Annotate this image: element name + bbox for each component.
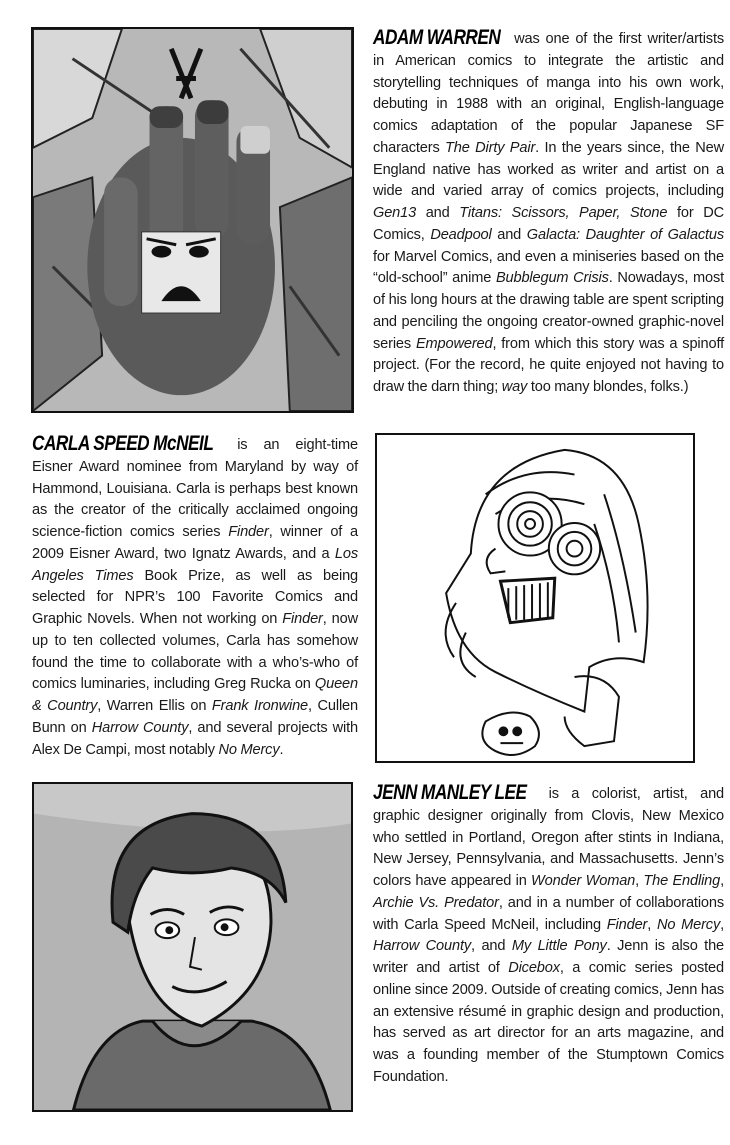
bio-title-italic: Finder [228,524,269,540]
bio-title-italic: Galacta: Daughter of Galactus [526,226,724,243]
bio-title-italic: Harrow County [373,938,472,955]
bio-text-segment: Book Prize, as well as being selected for NPR’s 100 Favorite Comics and Graphic Novels. When not working on [32,567,358,627]
bio-title-italic: Empowered [415,335,493,352]
bio-text-segment: too many blondes, folks.) [527,379,689,395]
bio-text-segment: , and [471,938,512,955]
bio-title-italic: Wonder Woman [531,873,636,889]
bio-title-italic: The Dirty Pair [445,139,536,156]
bio-text [32,437,358,758]
bio-text-segment: . Nowadays, most of his long hours at the drawing table are spent scripting and penciling the ongoing creator-owned graphic-novel series [373,270,725,352]
bio-text-segment: , and several projects with Alex De Campi, most notably [32,719,358,758]
bio-adam-warren [373,27,724,399]
bio-text-segment: . Jenn is also the writer and artist of [373,938,725,976]
bio-title-italic: Bubblegum Crisis [495,270,609,287]
bio-text-segment: , a comic series posted online since 2009. Outside of creating comics, Jenn has an extensive résumé in graphic design and production, has served as art director for an arts magazine, and was a founding member of the Stumptown Comics Foundation. [373,960,724,1085]
bio-title-italic: Frank Ironwine [211,698,309,714]
bio-title-italic: Los Angeles Times [32,545,358,584]
bio-title-italic: Finder [606,916,648,933]
bio-name: CARLA SPEED McNEIL [32,432,214,455]
bio-text-segment: , winner of a 2009 Eisner Award, two Ignatz Awards, and a [32,524,358,562]
bio-text-segment: , and in a number of collaborations with Carla Speed McNeil, including [373,894,725,933]
bio-title-italic: Deadpool [430,226,492,243]
bio-title-italic: Queen & Country [32,676,358,714]
bio-jenn-manley-lee [373,782,724,1089]
bio-text-segment: and [491,226,527,243]
adam-warren-photo [31,27,354,413]
bio-text-segment: , Warren Ellis on [97,698,212,714]
bio-text-segment: , [635,873,644,889]
bio-text-segment: , Cullen Bunn on [32,698,358,736]
bio-text-segment: is a colorist, artist, and graphic designer originally from Clovis, New Mexico who settled in Portland, Oregon after stints in Indiana, New Jersey, Pennsylvania, and Massachusetts. Jenn’s colors have appeared in [373,786,724,889]
bio-text-segment: for Marvel Comics, and even a miniseries based on the “old-school” anime [373,248,724,287]
hand-photo-illustration [33,29,352,411]
bio-name: ADAM WARREN [373,26,501,49]
bio-title-italic: No Mercy [656,916,721,933]
caricature-illustration [377,435,693,761]
bio-title-italic: Gen13 [373,205,417,221]
bio-title-italic: way [501,379,528,395]
bio-title-italic: No Mercy [218,741,280,758]
bio-text-segment: . In the years since, the New England native has worked as writer and artist on a wide and varied array of comics projects, including [373,139,724,200]
bio-name: JENN MANLEY LEE [373,781,527,804]
bio-text-segment: , [647,916,657,933]
bio-text-segment: and [416,205,460,221]
jenn-manley-lee-portrait [32,782,353,1112]
bio-title-italic: Finder [282,611,323,627]
bio-text-segment: , [720,916,725,933]
bio-text-segment: , [720,873,725,889]
bio-text-segment: for DC Comics, [373,205,724,243]
bio-text-segment: . [279,741,284,758]
bio-title-italic: My Little Pony [511,938,607,955]
bio-carla-speed-mcneil [32,433,358,761]
bio-title-italic: Harrow County [91,719,189,736]
bio-text-segment: was one of the first writer/artists in American comics to integrate the artistic and storytelling techniques of manga into his own work, debuting in 1988 with an original, English-language comics adaptation of the popular Japanese SF characters [373,31,724,156]
bio-text-segment: , now up to ten collected volumes, Carla has somehow found the time to collaborate with a who’s-who of comics luminaries, including Greg Rucka on [32,611,358,693]
bio-title-italic: Archie Vs. Predator [373,894,499,911]
bio-text [373,31,724,395]
carla-speed-mcneil-drawing [375,433,695,763]
bio-text [373,786,724,1085]
bio-text-segment: , from which this story was a spinoff project. (For the record, he quite enjoyed not having to draw the darn thing; [373,335,724,395]
bio-title-italic: Titans: Scissors, Paper, Stone [459,205,668,221]
portrait-illustration [34,784,351,1110]
bio-title-italic: Dicebox [508,960,560,976]
bio-title-italic: The Endling [643,873,721,889]
bio-text-segment: is an eight-time Eisner Award nominee from Maryland by way of Hammond, Louisiana. Carla is perhaps best known as the creator of the critically acclaimed ongoing science-fiction comics series [32,437,358,540]
